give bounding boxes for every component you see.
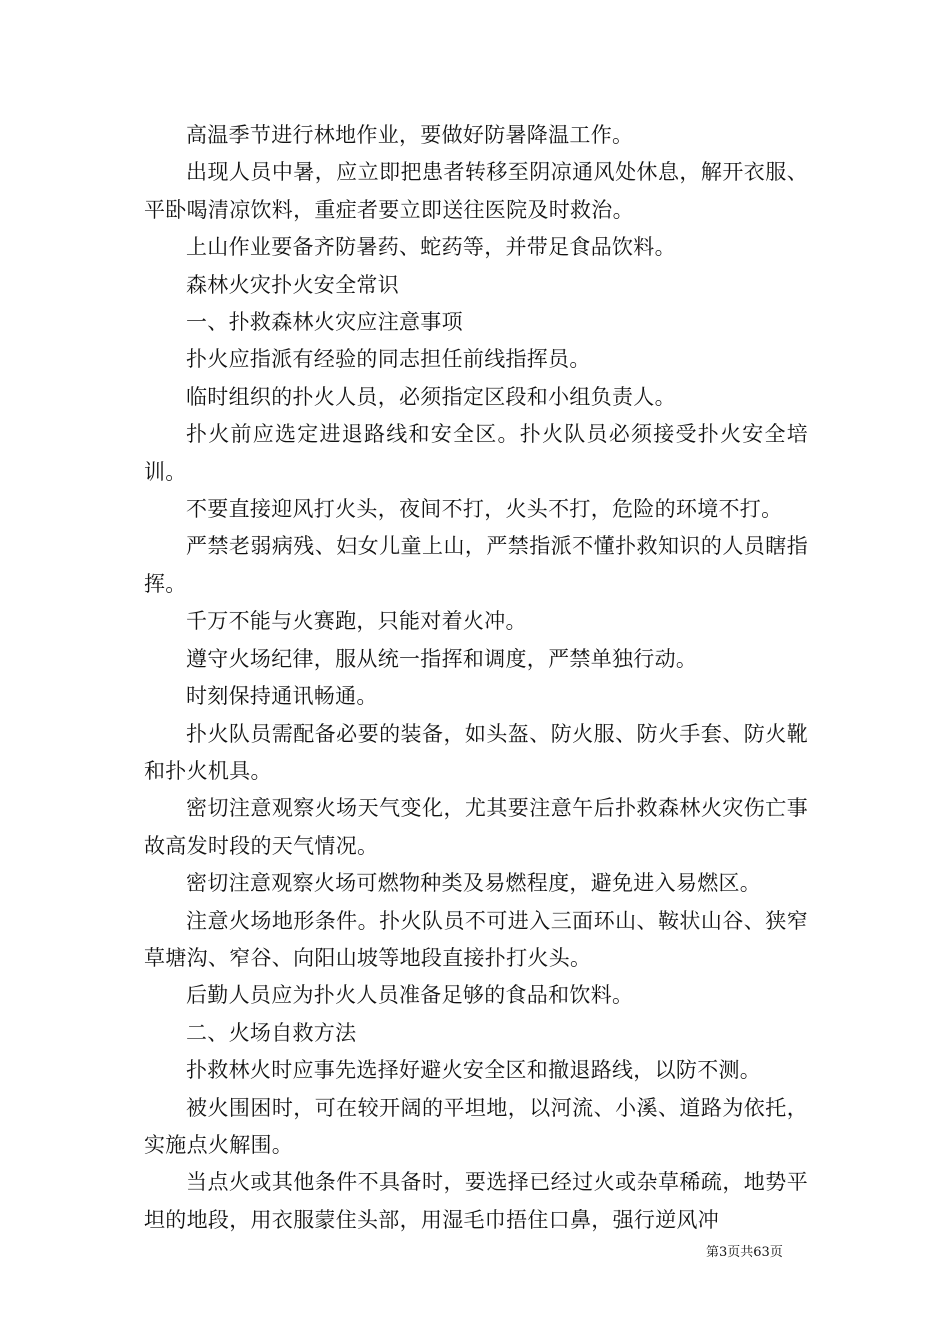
paragraph: 高温季节进行林地作业，要做好防暑降温工作。	[186, 123, 634, 147]
page-number: 第3页共63页	[706, 1245, 783, 1260]
paragraph: 扑火队员需配备必要的装备，如头盔、防火服、防火手套、防火靴和扑火机具。	[144, 721, 808, 783]
paragraph: 上山作业要备齐防暑药、蛇药等，并带足食品饮料。	[186, 235, 676, 260]
paragraph: 出现人员中暑，应立即把患者转移至阴凉通风处休息，解开衣服、平卧喝清凉饮料，重症者要立即送往医院及时救治。	[144, 160, 808, 222]
paragraph: 千万不能与火赛跑，只能对着火冲。	[186, 609, 527, 634]
paragraph: 扑救林火时应事先选择好避火安全区和撤退路线，以防不测。	[186, 1058, 762, 1083]
paragraph: 遵守火场纪律，服从统一指挥和调度，严禁单独行动。	[186, 646, 698, 671]
paragraph: 临时组织的扑火人员，必须指定区段和小组负责人。	[186, 384, 676, 409]
paragraph: 注意火场地形条件。扑火队员不可进入三面环山、鞍状山谷、狭窄草塘沟、窄谷、向阳山坡等地段直接扑打火头。	[144, 908, 808, 970]
paragraph: 扑火前应选定进退路线和安全区。扑火队员必须接受扑火安全培训。	[144, 422, 808, 484]
paragraph: 当点火或其他条件不具备时，要选择已经过火或杂草稀疏，地势平坦的地段，用衣服蒙住头部，用湿毛巾捂住口鼻，强行逆风冲	[144, 1170, 808, 1232]
paragraph: 后勤人员应为扑火人员准备足够的食品和饮料。	[186, 983, 634, 1008]
paragraph: 密切注意观察火场天气变化，尤其要注意午后扑救森林火灾伤亡事故高发时段的天气情况。	[144, 796, 808, 858]
paragraph: 时刻保持通讯畅通。	[186, 684, 378, 709]
paragraph: 密切注意观察火场可燃物种类及易燃程度，避免进入易燃区。	[186, 871, 762, 896]
paragraph: 扑火应指派有经验的同志担任前线指挥员。	[186, 347, 591, 372]
section-heading: 森林火灾扑火安全常识	[186, 272, 399, 297]
paragraph: 严禁老弱病残、妇女儿童上山，严禁指派不懂扑救知识的人员瞎指挥。	[144, 534, 808, 596]
paragraph: 不要直接迎风打火头，夜间不打，火头不打，危险的环境不打。	[186, 497, 783, 522]
paragraph: 被火围困时，可在较开阔的平坦地，以河流、小溪、道路为依托，实施点火解围。	[144, 1095, 808, 1157]
section-heading: 一、扑救森林火灾应注意事项	[186, 310, 463, 335]
body-text	[144, 117, 808, 1239]
section-heading: 二、火场自救方法	[186, 1020, 357, 1045]
